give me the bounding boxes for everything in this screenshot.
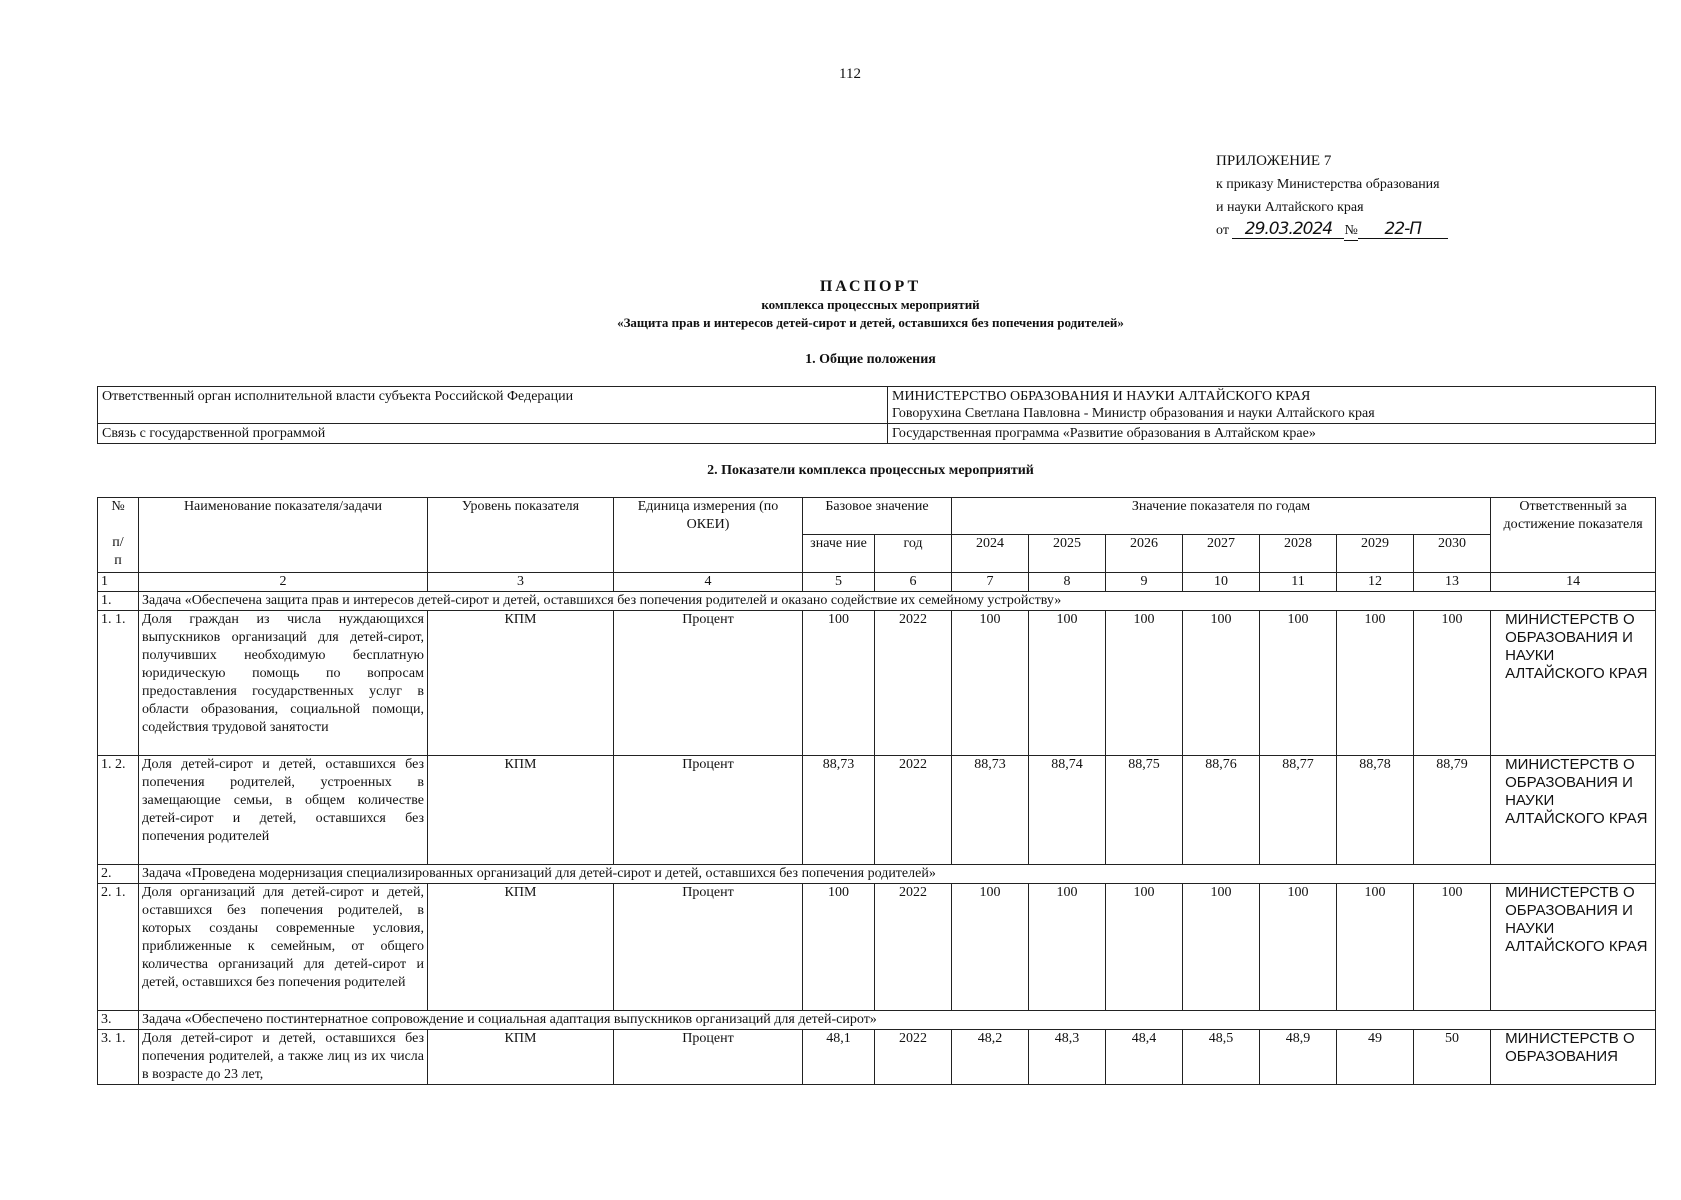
value-2024: 48,2 [952, 1030, 1029, 1085]
general-label-2: Связь с государственной программой [98, 424, 888, 444]
header-year-2024: 2024 [952, 535, 1029, 573]
responsible: МИНИСТЕРСТВ О ОБРАЗОВАНИЯ И НАУКИ АЛТАЙСКОГО КРАЯ [1491, 756, 1656, 865]
appendix-from-label: от [1216, 223, 1229, 238]
col-number: 14 [1491, 573, 1656, 592]
base-year: 2022 [875, 756, 952, 865]
col-number: 8 [1029, 573, 1106, 592]
task-num: 2. [98, 865, 139, 884]
program-name: «Защита прав и интересов детей-сирот и детей, оставшихся без попечения родителей» [617, 315, 1124, 330]
header-base-year: год [875, 535, 952, 573]
value-2027: 100 [1183, 611, 1260, 756]
table-row [98, 424, 1656, 444]
header-year-2029: 2029 [1337, 535, 1414, 573]
row-num: 2. 1. [98, 884, 139, 1011]
general-info-table [97, 386, 1656, 444]
header-unit: Единица измерения (по ОКЕИ) [614, 498, 803, 573]
appendix-number-label: № [1344, 222, 1357, 241]
indicator-level: КПМ [428, 884, 614, 1011]
general-label-1: Ответственный орган исполнительной власти субъекта Российской Федерации [98, 387, 888, 424]
value-2030: 100 [1414, 611, 1491, 756]
section-1-title: 1. Общие положения [805, 352, 936, 367]
row-num: 3. 1. [98, 1030, 139, 1085]
header-num-2: п/ [112, 535, 124, 550]
task-text: Задача «Проведена модернизация специализированных организаций для детей-сирот и детей, оставшихся без попечения родителей» [139, 865, 1656, 884]
col-number: 13 [1414, 573, 1491, 592]
table-row [98, 611, 1656, 756]
base-year: 2022 [875, 611, 952, 756]
row-num: 1. 1. [98, 611, 139, 756]
section-2-title: 2. Показатели комплекса процессных мероприятий [707, 463, 1034, 478]
header-level: Уровень показателя [428, 498, 614, 573]
value-2025: 88,74 [1029, 756, 1106, 865]
value-2029: 100 [1337, 884, 1414, 1011]
value-2026: 100 [1106, 611, 1183, 756]
task-row [98, 1011, 1656, 1030]
base-value: 100 [803, 884, 875, 1011]
header-years-title: Значение показателя по годам [952, 498, 1491, 535]
passport-subtitle: комплекса процессных мероприятий [761, 297, 980, 312]
task-num: 3. [98, 1011, 139, 1030]
base-value: 88,73 [803, 756, 875, 865]
value-2026: 100 [1106, 884, 1183, 1011]
indicator-unit: Процент [614, 611, 803, 756]
header-row-1 [98, 498, 1656, 535]
base-year: 2022 [875, 884, 952, 1011]
header-num-3: п [114, 553, 122, 568]
value-2029: 88,78 [1337, 756, 1414, 865]
col-number: 7 [952, 573, 1029, 592]
appendix-date-line [1216, 219, 1448, 242]
column-numbers-row [98, 573, 1656, 592]
col-number: 1 [98, 573, 139, 592]
appendix-title: ПРИЛОЖЕНИЕ 7 [1216, 153, 1332, 169]
value-2024: 88,73 [952, 756, 1029, 865]
base-value: 100 [803, 611, 875, 756]
value-2026: 88,75 [1106, 756, 1183, 865]
header-name: Наименование показателя/задачи [139, 498, 428, 573]
indicator-unit: Процент [614, 1030, 803, 1085]
header-base-value: значе ние [803, 535, 875, 573]
value-2024: 100 [952, 611, 1029, 756]
appendix-block [1216, 150, 1448, 242]
value-2026: 48,4 [1106, 1030, 1183, 1085]
value-2028: 100 [1260, 884, 1337, 1011]
indicator-name: Доля детей-сирот и детей, оставшихся без попечения родителей, устроенных в замещающие семьи, в общем количестве детей-сирот и детей, оставшихся без попечения родителей [139, 756, 428, 865]
responsible: МИНИСТЕРСТВ О ОБРАЗОВАНИЯ И НАУКИ АЛТАЙСКОГО КРАЯ [1491, 884, 1656, 1011]
appendix-number: 22-П [1358, 220, 1448, 239]
responsible: МИНИСТЕРСТВ О ОБРАЗОВАНИЯ И НАУКИ АЛТАЙСКОГО КРАЯ [1491, 611, 1656, 756]
value-2028: 88,77 [1260, 756, 1337, 865]
table-row [98, 884, 1656, 1011]
value-2028: 48,9 [1260, 1030, 1337, 1085]
header-num [98, 498, 139, 573]
appendix-line-2: и науки Алтайского края [1216, 200, 1364, 215]
appendix-date: 29.03.2024 [1232, 220, 1344, 239]
task-row [98, 865, 1656, 884]
indicator-name: Доля граждан из числа нуждающихся выпускников организаций для детей-сирот, получивших необходимую бесплатную юридическую помощь по вопросам предоставления государственных услуг в области образования, социальной помощи, содействия трудовой занятости [139, 611, 428, 756]
col-number: 10 [1183, 573, 1260, 592]
col-number: 9 [1106, 573, 1183, 592]
col-number: 5 [803, 573, 875, 592]
indicator-name: Доля детей-сирот и детей, оставшихся без попечения родителей, а также лиц из их числа в возрасте до 23 лет, [139, 1030, 428, 1085]
header-base: Базовое значение [803, 498, 952, 535]
col-number: 6 [875, 573, 952, 592]
col-number: 11 [1260, 573, 1337, 592]
header-year-2028: 2028 [1260, 535, 1337, 573]
responsible: МИНИСТЕРСТВ О ОБРАЗОВАНИЯ [1491, 1030, 1656, 1085]
task-text: Задача «Обеспечена защита прав и интересов детей-сирот и детей, оставшихся без попечения родителей и оказано содействие их семейному устройству» [139, 592, 1656, 611]
header-year-2025: 2025 [1029, 535, 1106, 573]
task-text: Задача «Обеспечено постинтернатное сопровождение и социальная адаптация выпускников организаций для детей-сирот» [139, 1011, 1656, 1030]
indicator-unit: Процент [614, 884, 803, 1011]
header-responsible: Ответственный за достижение показателя [1491, 498, 1656, 573]
value-2027: 88,76 [1183, 756, 1260, 865]
value-2025: 100 [1029, 884, 1106, 1011]
indicator-name: Доля организаций для детей-сирот и детей, оставшихся без попечения родителей, в которых созданы современные условия, приближенные к семейным, от общего количества организаций для детей-сирот и детей, оставшихся без попечения родителей [139, 884, 428, 1011]
col-number: 12 [1337, 573, 1414, 592]
header-num-1: № [111, 499, 125, 514]
value-2030: 88,79 [1414, 756, 1491, 865]
col-number: 4 [614, 573, 803, 592]
value-2029: 49 [1337, 1030, 1414, 1085]
general-value-1-line-1: МИНИСТЕРСТВО ОБРАЗОВАНИЯ И НАУКИ АЛТАЙСКОГО КРАЯ [892, 389, 1311, 404]
col-number: 2 [139, 573, 428, 592]
value-2028: 100 [1260, 611, 1337, 756]
indicator-level: КПМ [428, 756, 614, 865]
general-value-1-line-2: Говорухина Светлана Павловна - Министр образования и науки Алтайского края [892, 406, 1375, 421]
header-year-2026: 2026 [1106, 535, 1183, 573]
indicator-unit: Процент [614, 756, 803, 865]
base-value: 48,1 [803, 1030, 875, 1085]
task-row [98, 592, 1656, 611]
value-2029: 100 [1337, 611, 1414, 756]
base-year: 2022 [875, 1030, 952, 1085]
value-2030: 100 [1414, 884, 1491, 1011]
header-year-2030: 2030 [1414, 535, 1491, 573]
table-row [98, 756, 1656, 865]
value-2027: 48,5 [1183, 1030, 1260, 1085]
indicators-table [97, 497, 1656, 1085]
header-year-2027: 2027 [1183, 535, 1260, 573]
row-num: 1. 2. [98, 756, 139, 865]
value-2030: 50 [1414, 1030, 1491, 1085]
table-row [98, 1030, 1656, 1085]
value-2027: 100 [1183, 884, 1260, 1011]
table-row [98, 387, 1656, 424]
indicator-level: КПМ [428, 1030, 614, 1085]
value-2025: 100 [1029, 611, 1106, 756]
value-2024: 100 [952, 884, 1029, 1011]
passport-title: ПАСПОРТ [819, 278, 922, 295]
value-2025: 48,3 [1029, 1030, 1106, 1085]
general-value-2: Государственная программа «Развитие образования в Алтайском крае» [888, 424, 1656, 444]
general-value-1 [888, 387, 1656, 424]
col-number: 3 [428, 573, 614, 592]
appendix-line-1: к приказу Министерства образования [1216, 177, 1440, 192]
page-number: 112 [839, 66, 861, 82]
task-num: 1. [98, 592, 139, 611]
indicator-level: КПМ [428, 611, 614, 756]
